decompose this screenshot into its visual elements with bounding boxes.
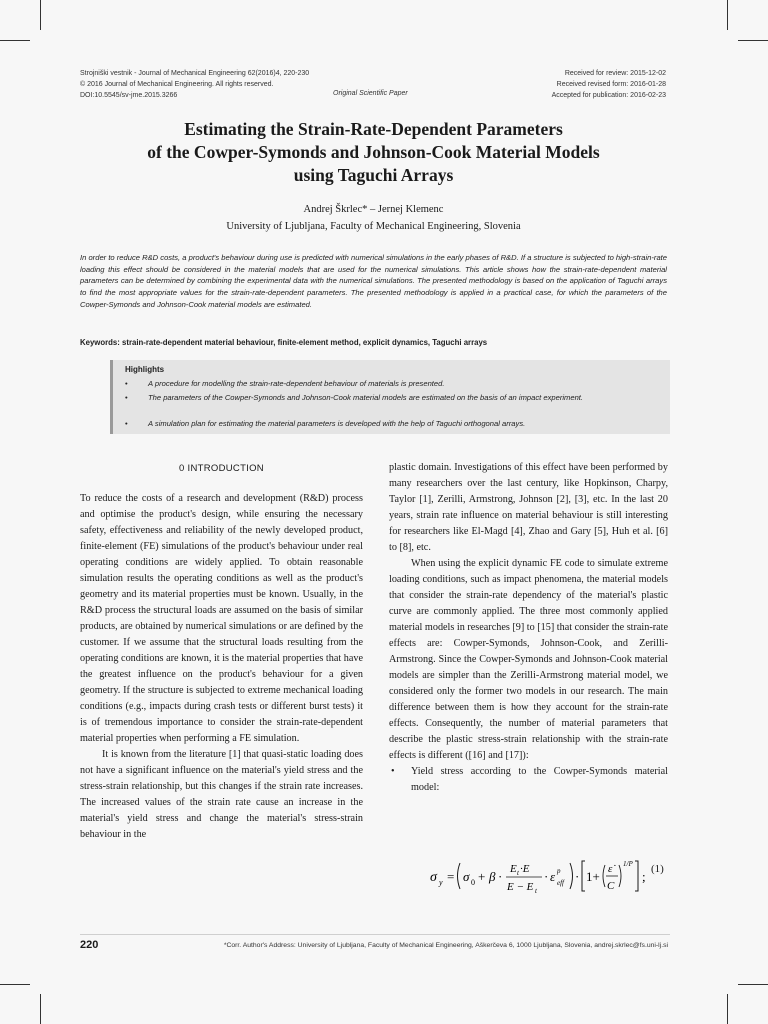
revised-date: Received revised form: 2016-01-28 <box>556 81 666 88</box>
bullet-icon: • <box>391 766 395 777</box>
highlight-item: • A simulation plan for estimating the material parameters is developed with the help of Taguchi orthogonal arrays. <box>125 419 526 428</box>
footer-divider <box>80 934 670 935</box>
crop-mark <box>0 984 30 985</box>
svg-text:p: p <box>557 867 561 875</box>
bullet-item: • Yield stress according to the Cowper-Symonds material model: <box>391 766 668 793</box>
title-line-1: Estimating the Strain-Rate-Dependent Parameters <box>184 119 563 139</box>
cowper-symonds-equation <box>430 855 670 897</box>
svg-text:·: · <box>575 869 580 884</box>
keywords: Keywords: strain-rate-dependent material behaviour, finite-element method, explicit dynamics, Taguchi arrays <box>80 338 488 347</box>
authors: Andrej Škrlec* – Jernej Klemenc <box>303 204 444 215</box>
highlight-item: • The parameters of the Cowper-Symonds and Johnson-Cook material models are estimated on the basis of an impact experiment. <box>125 393 584 402</box>
highlights-box <box>110 360 670 434</box>
svg-text:+: + <box>478 869 486 884</box>
paper-title <box>80 118 667 187</box>
svg-text:β: β <box>489 869 496 884</box>
bullet-icon: • <box>125 419 128 428</box>
paper-type: Original Scientific Paper <box>333 90 408 97</box>
highlight-item: • A procedure for modelling the strain-rate-dependent behaviour of materials is presented. <box>125 379 445 388</box>
svg-text:·: · <box>498 869 503 884</box>
svg-text:E: E <box>510 863 517 875</box>
svg-text:ε: ε <box>550 869 556 884</box>
svg-text:·E: ·E <box>520 863 530 875</box>
paragraph: It is known from the literature [1] that quasi-static loading does not have a significant influence on the material's yield stress and the stress-strain relationship, but this changes if the strain rate increases. The increased values of the strain rate cause an increase in the material's yield stress and change the material's stress-strain behaviour in the <box>80 749 363 840</box>
svg-text:E − E: E − E <box>507 881 534 893</box>
copyright-line: © 2016 Journal of Mechanical Engineering. All rights reserved. <box>80 81 274 88</box>
svg-text:σ: σ <box>463 869 470 884</box>
paragraph: To reduce the costs of a research and development (R&D) process and optimise the product's design, while ensuring the necessary safety, effectiveness and reliability of the newly developed product, finite-element (FE) simulations of the product's behaviour under real operating conditions are widely applied. To obtain reasonable simulation results the operating conditions as well as the product's geometry and its material properties must be known. Usually, in the R&D process the structural loads are assumed on the basis of similar products, are obtained by numerical simulations or are defined by the customer. If we assume that the structural loads resulting from the operating conditions are known, it is the material properties that have the greatest influence on the product's behaviour for a given geometry. If the structure is subjected to extreme mechanical loading conditions (e.g., impacts during crash tests or different burst tests) it is of tremendous importance to consider the strain-rate-dependent material properties when performing a FE simulation. <box>80 493 363 744</box>
title-line-2: of the Cowper-Symonds and Johnson-Cook Material Models <box>147 142 600 162</box>
page-number: 220 <box>80 939 99 951</box>
corresponding-author-footnote: *Corr. Author's Address: University of Ljubljana, Faculty of Mechanical Engineering, Aškerčeva 6, 1000 Ljubljana, Slovenia, andrej.skrlec@fs.uni-lj.si <box>223 942 668 949</box>
accepted-date: Accepted for publication: 2016-02-23 <box>551 92 666 99</box>
crop-mark <box>738 984 768 985</box>
svg-text:1/P: 1/P <box>623 860 633 868</box>
crop-mark <box>0 40 30 41</box>
svg-text:ε̇: ε̇ <box>608 863 613 875</box>
svg-text:C: C <box>607 880 615 892</box>
svg-text:0: 0 <box>471 878 475 887</box>
affiliation: University of Ljubljana, Faculty of Mechanical Engineering, Slovenia <box>226 221 521 232</box>
svg-text:=: = <box>447 869 455 884</box>
right-column <box>389 460 668 796</box>
crop-mark <box>738 40 768 41</box>
journal-header <box>80 68 309 101</box>
svg-text:t: t <box>535 887 537 895</box>
received-date: Received for review: 2015-12-02 <box>564 70 666 77</box>
svg-text:;: ; <box>642 869 646 884</box>
title-line-3: using Taguchi Arrays <box>293 165 454 185</box>
abstract: In order to reduce R&D costs, a product's behaviour during use is predicted with numerical simulations in the early phases of R&D. If a structure is subjected to high-strain-rate loading this effect should be considered in the material models that are used for the numerical simulations. This article shows how the strain-rate-dependent material parameters can be determined by combining the experimental data with the numerical simulations. The presented methodology is based on the application of Taguchi arrays to find the most appropriate values for the strain-rate-dependent parameters. The presented methodology is applied in a practical case, for which the parameters of the Cowper-Symonds and Johnson-Cook material models are estimated. <box>80 253 667 309</box>
crop-mark <box>40 994 41 1024</box>
highlights-title: Highlights <box>125 365 165 374</box>
crop-mark <box>727 994 728 1024</box>
svg-text:σ: σ <box>430 870 437 885</box>
doi-link[interactable]: DOI:10.5545/sv-jme.2015.3266 <box>80 92 178 99</box>
left-column <box>80 491 363 843</box>
review-dates <box>552 68 666 101</box>
journal-line: Strojniški vestnik - Journal of Mechanical Engineering 62(2016)4, 220-230 <box>80 70 310 77</box>
section-title: 0 INTRODUCTION <box>179 463 264 474</box>
svg-text:t: t <box>517 869 519 877</box>
equation-number: (1) <box>651 863 664 875</box>
bullet-icon: • <box>125 379 128 388</box>
crop-mark <box>40 0 41 30</box>
svg-text:1+: 1+ <box>586 869 600 884</box>
svg-text:eff: eff <box>557 879 564 887</box>
paragraph: plastic domain. Investigations of this effect have been performed by many researchers over the last century, like Hopkinson, Charpy, Taylor [1], Zerilli, Armstrong, Johnson [2], [3], etc. In the last 20 years, strain rate influence on material behaviour is still interesting for researchers like El-Magd [4], Zhao and Gary [5], Huh et al. [6] to [8], etc. <box>389 462 668 553</box>
bullet-icon: • <box>125 393 128 402</box>
svg-text:·: · <box>544 869 549 884</box>
crop-mark <box>727 0 728 30</box>
paragraph: When using the explicit dynamic FE code to simulate extreme loading conditions, such as impact phenomena, the material models that consider the strain-rate dependency of the material's plastic curve are commonly applied. The three most commonly applied material models in researches [9] to [15] that consider the strain-rate effects are: Cowper-Symonds, Johnson-Cook, and Zerilli-Armstrong. Since the Cowper-Symonds and Johnson-Cook material models are simpler than the Zerilli-Armstrong material model, we considered only the former two models in our research. The main difference between them is how they account for the strain-rate effects. Consequently, the number of material parameters that describe the plastic stress-strain relationship with the strain-rate effects is different ([16] and [17]): <box>389 558 668 761</box>
svg-text:y: y <box>439 878 443 887</box>
